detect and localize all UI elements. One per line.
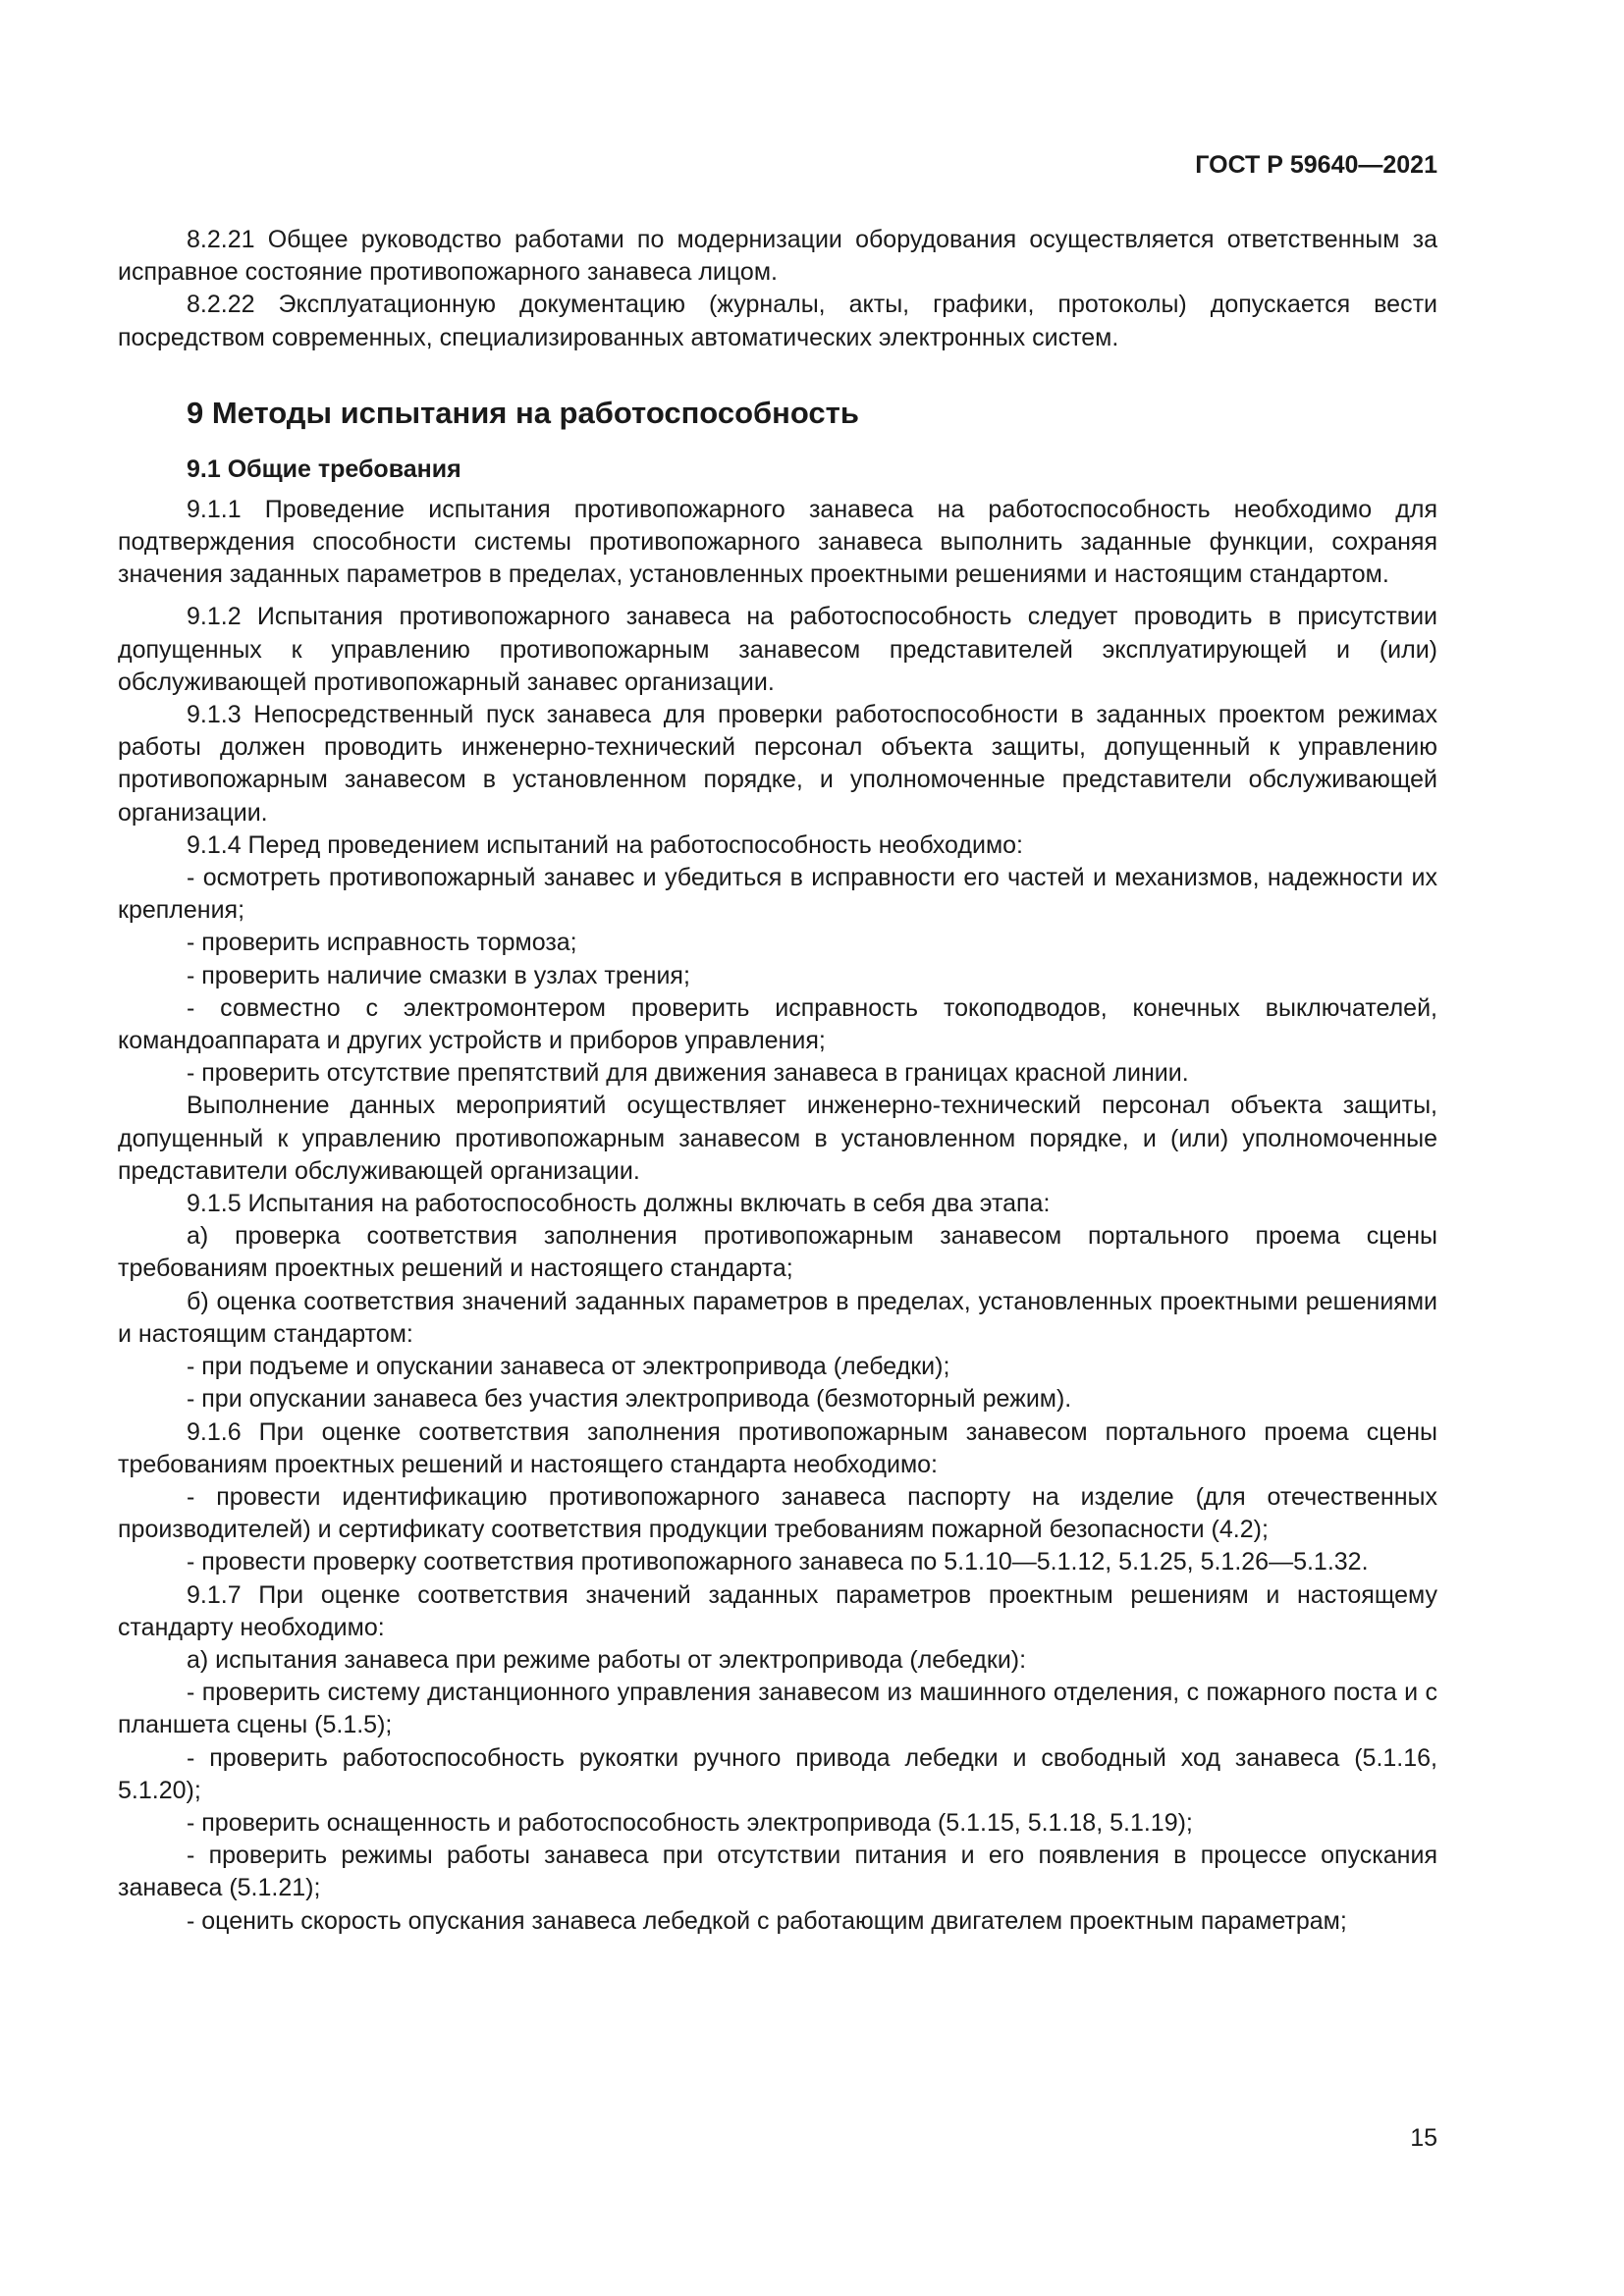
paragraph-9-1-7: 9.1.7 При оценке соответствия значений заданных параметров проектным решениям и настоящему стандарту необходимо: — [118, 1580, 1437, 1641]
list-item: - осмотреть противопожарный занавес и убедиться в исправности его частей и механизмов, надежности их крепления; — [118, 864, 1437, 925]
list-item: - провести идентификацию противопожарного занавеса паспорту на изделие (для отечественных производителей) и сертификату соответствия продукции требованиям пожарной безопасности (4.2); — [118, 1482, 1437, 1544]
list-item: - проверить режимы работы занавеса при отсутствии питания и его появления в процессе опускания занавеса (5.1.21); — [118, 1842, 1437, 1902]
list-item: - проверить отсутствие препятствий для движения занавеса в границах красной линии. — [187, 1059, 1189, 1088]
list-item: - проверить наличие смазки в узлах трения; — [187, 961, 690, 989]
paragraph-8-2-22: 8.2.22 Эксплуатационную документацию (журналы, акты, графики, протоколы) допускается вести посредством современных, специализированных автоматических электронных систем. — [118, 291, 1437, 351]
list-item: а) проверка соответствия заполнения противопожарным занавесом портального проема сцены требованиям проектных решений и настоящего стандарта; — [118, 1222, 1437, 1283]
section-heading: 9 Методы испытания на работоспособность — [187, 395, 859, 430]
list-item: - при подъеме и опускании занавеса от электропривода (лебедки); — [187, 1353, 950, 1381]
list-item: - совместно с электромонтером проверить исправность токоподводов, конечных выключателей, командоаппарата и других устройств и приборов управления; — [118, 993, 1437, 1055]
paragraph-9-1-2: 9.1.2 Испытания противопожарного занавеса на работоспособность следует проводить в присутствии допущенных к управлению противопожарным занавесом представителей эксплуатирующей и (или) обслуживающей противопожарный занавес организации. — [118, 603, 1437, 696]
paragraph-8-2-21: 8.2.21 Общее руководство работами по модернизации оборудования осуществляется ответственным за исправное состояние противопожарного занавеса лицом. — [118, 226, 1437, 287]
list-item: - проверить работоспособность рукоятки ручного привода лебедки и свободный ход занавеса (5.1.16, 5.1.20); — [118, 1743, 1437, 1804]
list-item: б) оценка соответствия значений заданных параметров в пределах, установленных проектными решениями и настоящим стандартом: — [118, 1287, 1437, 1348]
document-code: ГОСТ Р 59640—2021 — [1195, 151, 1437, 179]
paragraph-9-1-4: 9.1.4 Перед проведением испытаний на работоспособность необходимо: — [187, 830, 1023, 859]
list-item: - проверить систему дистанционного управления занавесом из машинного отделения, с пожарного поста и с планшета сцены (5.1.5); — [118, 1679, 1437, 1739]
paragraph-9-1-1: 9.1.1 Проведение испытания противопожарного занавеса на работоспособность необходимо для подтверждения способности системы противопожарного занавеса выполнить заданные функции, сохраняя значения заданных параметров в пределах, установленных проектными решениями и настоящим стандартом. — [118, 495, 1437, 589]
list-item: - проверить оснащенность и работоспособность электропривода (5.1.15, 5.1.18, 5.1.19); — [187, 1808, 1193, 1837]
paragraph-measures: Выполнение данных мероприятий осуществляет инженерно-технический персонал объекта защиты, допущенный к управлению противопожарным занавесом в установленном порядке, и (или) уполномоченные представители обслуживающей организации. — [118, 1092, 1437, 1185]
paragraph-9-1-5: 9.1.5 Испытания на работоспособность должны включать в себя два этапа: — [187, 1190, 1051, 1218]
list-item: - провести проверку соответствия противопожарного занавеса по 5.1.10—5.1.12, 5.1.25, 5.1.26—5.1.32. — [187, 1548, 1369, 1576]
list-item: - при опускании занавеса без участия электропривода (безмоторный режим). — [187, 1385, 1072, 1414]
list-item: - оценить скорость опускания занавеса лебедкой с работающим двигателем проектным параметрам; — [187, 1906, 1347, 1935]
subsection-heading: 9.1 Общие требования — [187, 454, 461, 483]
paragraph-9-1-6: 9.1.6 При оценке соответствия заполнения противопожарным занавесом портального проема сцены требованиям проектных решений и настоящего стандарта необходимо: — [118, 1417, 1437, 1478]
page-number: 15 — [1410, 2124, 1437, 2152]
list-item: - проверить исправность тормоза; — [187, 929, 577, 957]
paragraph-9-1-3: 9.1.3 Непосредственный пуск занавеса для проверки работоспособности в заданных проектом режимах работы должен проводить инженерно-технический персонал объекта защиты, допущенный к управлению противопожарным занавесом в установленном порядке, и уполномоченные представители обслуживающей организации. — [118, 701, 1437, 827]
page-content — [118, 224, 1437, 1938]
list-item: а) испытания занавеса при режиме работы от электропривода (лебедки): — [187, 1645, 1027, 1674]
